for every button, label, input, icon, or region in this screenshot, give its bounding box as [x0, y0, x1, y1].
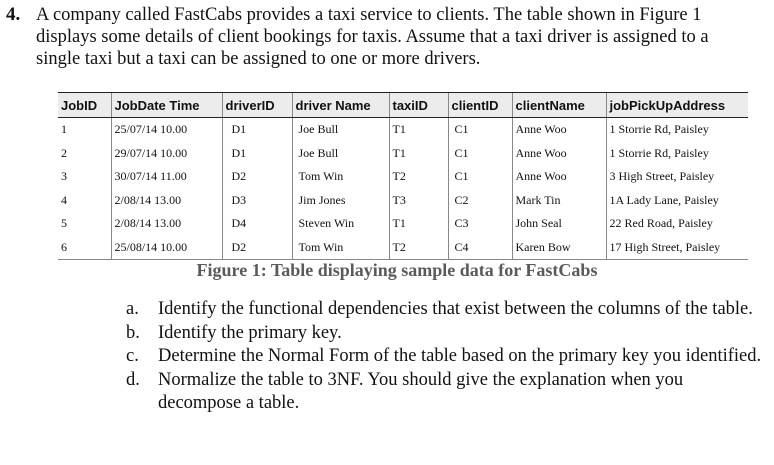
question-intro	[36, 4, 772, 70]
task-item	[126, 369, 766, 416]
table-cell: D1	[222, 118, 292, 142]
bookings-table	[58, 92, 748, 260]
table-cell: 2/08/14 13.00	[111, 189, 222, 213]
table-cell: T2	[389, 165, 448, 189]
table-cell: 5	[61, 216, 67, 231]
table-cell: Joe Bull	[292, 118, 389, 142]
table-cell: 1 Storrie Rd, Paisley	[606, 142, 748, 166]
column-header: jobPickUpAddress	[606, 93, 748, 118]
table-cell: Anne Woo	[512, 165, 606, 189]
table-cell: 25/07/14 10.00	[111, 118, 222, 142]
table-cell: T1	[389, 212, 448, 236]
table-cell: T3	[389, 189, 448, 213]
table-cell: D1	[222, 142, 292, 166]
table-cell: 1	[61, 122, 67, 137]
table-cell: Anne Woo	[512, 142, 606, 166]
table-cell: C3	[448, 212, 512, 236]
task-label: b.	[126, 322, 140, 343]
table-cell: D4	[222, 212, 292, 236]
task-item	[126, 322, 766, 346]
table-cell: 1 Storrie Rd, Paisley	[606, 118, 748, 142]
table-row	[58, 118, 748, 142]
figure-caption: Figure 1: Table displaying sample data for FastCabs	[196, 260, 598, 280]
table-row	[58, 236, 748, 260]
table-cell: Tom Win	[292, 165, 389, 189]
table-row	[58, 189, 748, 213]
table-cell: 30/07/14 11.00	[111, 165, 222, 189]
table-cell: C1	[448, 118, 512, 142]
table-cell: D2	[222, 165, 292, 189]
table-row	[58, 165, 748, 189]
table-cell: 29/07/14 10.00	[111, 142, 222, 166]
table-cell: 17 High Street, Paisley	[606, 236, 748, 260]
table-cell: C4	[448, 236, 512, 260]
column-header: JobID	[58, 93, 111, 118]
column-header: driverID	[222, 93, 292, 118]
table-cell: 6	[58, 236, 111, 260]
table-header-row	[58, 93, 748, 118]
table-row	[58, 212, 748, 236]
task-text: Normalize the table to 3NF. You should give the explanation when you decompose a table.	[158, 369, 684, 413]
table-cell: 2/08/14 13.00	[111, 212, 222, 236]
table-cell: D2	[222, 236, 292, 260]
task-label: d.	[126, 369, 140, 390]
column-header: clientID	[448, 93, 512, 118]
table-cell: Mark Tin	[512, 189, 606, 213]
task-text: Identify the functional dependencies that exist between the columns of the table.	[158, 299, 753, 319]
table-cell: C2	[448, 189, 512, 213]
table-cell: Karen Bow	[512, 236, 606, 260]
table-cell: D3	[222, 189, 292, 213]
task-label: c.	[126, 346, 139, 366]
table-cell: Tom Win	[292, 236, 389, 260]
table-cell: Anne Woo	[512, 118, 606, 142]
table-cell: T2	[389, 236, 448, 260]
table-cell: 25/08/14 10.00	[111, 236, 222, 260]
task-item	[126, 298, 766, 322]
task-list	[126, 298, 766, 416]
column-header: taxiID	[389, 93, 448, 118]
task-item	[126, 345, 766, 369]
table-cell: T1	[389, 118, 448, 142]
table-cell: Joe Bull	[292, 142, 389, 166]
table-cell: 1A Lady Lane, Paisley	[606, 189, 748, 213]
column-header: driver Name	[292, 93, 389, 118]
task-label: a.	[126, 299, 139, 319]
table-cell: 4	[61, 192, 67, 207]
table-cell: John Seal	[512, 212, 606, 236]
table-cell: 3	[61, 169, 67, 184]
intro-line: single taxi but a taxi can be assigned to one or more drivers.	[36, 49, 481, 69]
table-cell: C1	[448, 165, 512, 189]
table-cell: 2	[61, 145, 67, 160]
task-text: Identify the primary key.	[158, 322, 342, 343]
table-cell: Jim Jones	[292, 189, 389, 213]
table-cell: Steven Win	[292, 212, 389, 236]
table-cell: T1	[389, 142, 448, 166]
table-cell: 22 Red Road, Paisley	[606, 212, 748, 236]
question-number: 4.	[6, 4, 21, 25]
table-cell: C1	[448, 142, 512, 166]
intro-line: displays some details of client bookings for taxis. Assume that a taxi driver is assigned to a	[36, 27, 709, 47]
table-row	[58, 142, 748, 166]
table-cell: 3 High Street, Paisley	[606, 165, 748, 189]
intro-line: A company called FastCabs provides a taxi service to clients. The table shown in Figure 1	[36, 5, 702, 25]
column-header: JobDate Time	[111, 93, 222, 118]
column-header: clientName	[512, 93, 606, 118]
task-text: Determine the Normal Form of the table based on the primary key you identified.	[158, 346, 762, 366]
